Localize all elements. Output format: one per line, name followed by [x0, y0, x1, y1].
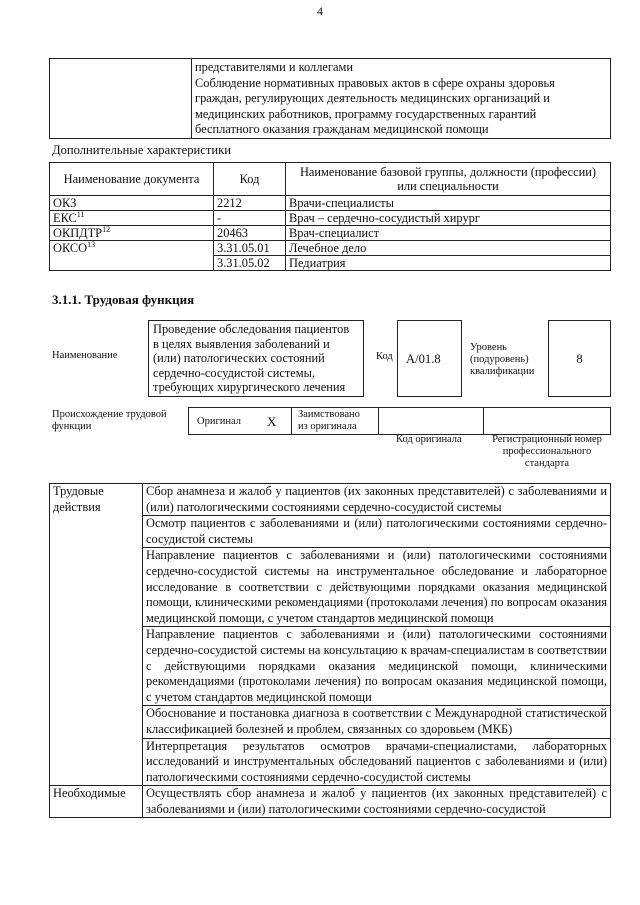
code-label: Код [376, 351, 393, 362]
borrowed-cell: Заимствовано из оригинала [291, 407, 379, 435]
action-item: Направление пациентов с заболеваниями и (или) патологическими состояниями сердечно-сосудистой системы на консультацию к врачам-специалистам в соответствии с действующими порядками оказания медицинской помощи, клиническими рекомендациями (протоколами лечения) по вопросам оказания медицинской помощи, с учетом стандартов медицинской помощи [143, 627, 611, 706]
continuation-table [49, 58, 611, 139]
continuation-cell [192, 59, 611, 139]
table-row [50, 484, 611, 516]
skills-label-cell: Необходимые [50, 786, 143, 818]
labor-actions-table [49, 483, 611, 818]
actions-label-cell: Трудовые действия [50, 484, 143, 786]
text-line: Соблюдение нормативных правовых актов в сфере охраны здоровья [195, 75, 555, 90]
header-group-name: Наименование базовой группы, должности (профессии) или специальности [286, 163, 611, 196]
code-cell: 3.31.05.01 [214, 241, 286, 256]
group-cell: Врач – сердечно-сосудистый хирург [286, 211, 611, 226]
code-cell: - [214, 211, 286, 226]
name-label: Наименование [52, 350, 118, 361]
level-label: Уровень (подуровень) квалификации [470, 342, 535, 377]
table-row [50, 211, 611, 226]
header-doc-name: Наименование документа [50, 163, 214, 196]
table-row [50, 786, 611, 818]
table-row [50, 226, 611, 241]
group-cell: Педиатрия [286, 256, 611, 271]
code-cell: 20463 [214, 226, 286, 241]
table-row [50, 196, 611, 211]
header-code: Код [214, 163, 286, 196]
text-line: представителями и коллегами [195, 60, 353, 74]
function-name-box [148, 320, 364, 397]
doc-cell: ОКПДТР$^{12}$ [50, 226, 214, 241]
group-cell: Лечебное дело [286, 241, 611, 256]
code-original-label: Код оригинала [396, 434, 462, 445]
action-item: Направление пациентов с заболеваниями и (или) патологическими состояниями сердечно-сосудистой системы на инструментальное обследование и лабораторное исследование в соответствии с действующими порядками оказания медицинской помощи, клиническими рекомендациями (протоколами лечения) по вопросам оказания медицинской помощи, с учетом стандартов медицинской помощи [143, 548, 611, 627]
action-item: Интерпретация результатов осмотров врачами-специалистами, лабораторных исследований и инструментальных обследований пациентов с заболеваниями и (или) патологическими состояниями сердечно-сосудистой системы [143, 738, 611, 786]
action-item: Обоснование и постановка диагноза в соответствии с Международной статистической классификацией болезней и проблем, связанных со здоровьем (МКБ) [143, 706, 611, 738]
code-cell: 2212 [214, 196, 286, 211]
reg-number-cell [483, 407, 611, 435]
original-cell [188, 407, 292, 435]
doc-cell: ОКСО$^{13}$ [50, 241, 214, 271]
code-value-box: A/01.8 [397, 320, 462, 397]
empty-label-cell [50, 59, 192, 139]
text-line: Проведение обследования пациентов [153, 322, 350, 336]
original-label: Оригинал [197, 416, 241, 427]
additional-characteristics-title: Дополнительные характеристики [52, 143, 231, 157]
page-number: 4 [317, 4, 323, 18]
additional-characteristics-table [49, 162, 611, 271]
text-line: требующих хирургического лечения [153, 380, 346, 395]
text-line: сердечно-сосудистой системы, [153, 365, 316, 380]
code-cell: 3.31.05.02 [214, 256, 286, 271]
action-item: Осмотр пациентов с заболеваниями и (или) патологическими состояниями сердечно-сосудистой системы [143, 516, 611, 548]
skill-item: Осуществлять сбор анамнеза и жалоб у пациентов (их законных представителей) с заболеваниями и (или) патологическими состояниями сердечно-сосудистой [143, 786, 611, 818]
group-cell: Врач-специалист [286, 226, 611, 241]
group-cell: Врачи-специалисты [286, 196, 611, 211]
text-line: бесплатного оказания гражданам медицинской помощи [195, 122, 489, 137]
doc-cell: ЕКС$^{11}$ [50, 211, 214, 226]
action-item: Сбор анамнеза и жалоб у пациентов (их законных представителей) с заболеваниями и (или) патологическими состояниями сердечно-сосудистой системы [143, 484, 611, 516]
doc-cell: ОКЗ [50, 196, 214, 211]
origin-label: Происхождение трудовой функции [52, 409, 167, 432]
level-value-box: 8 [548, 320, 611, 397]
code-original-cell [378, 407, 484, 435]
text-line: в целях выявления заболеваний и [153, 336, 330, 351]
reg-number-label: Регистрационный номер профессионального стандарта [492, 434, 602, 469]
text-line: граждан, регулирующих деятельность медицинских организаций и [195, 91, 550, 106]
original-mark: X [267, 414, 277, 429]
table-row [50, 241, 611, 256]
text-line: медицинских работников, программу государственных гарантий [195, 106, 537, 121]
section-title: 3.1.1. Трудовая функция [52, 292, 195, 307]
text-line: (или) патологических состояний [153, 351, 325, 366]
